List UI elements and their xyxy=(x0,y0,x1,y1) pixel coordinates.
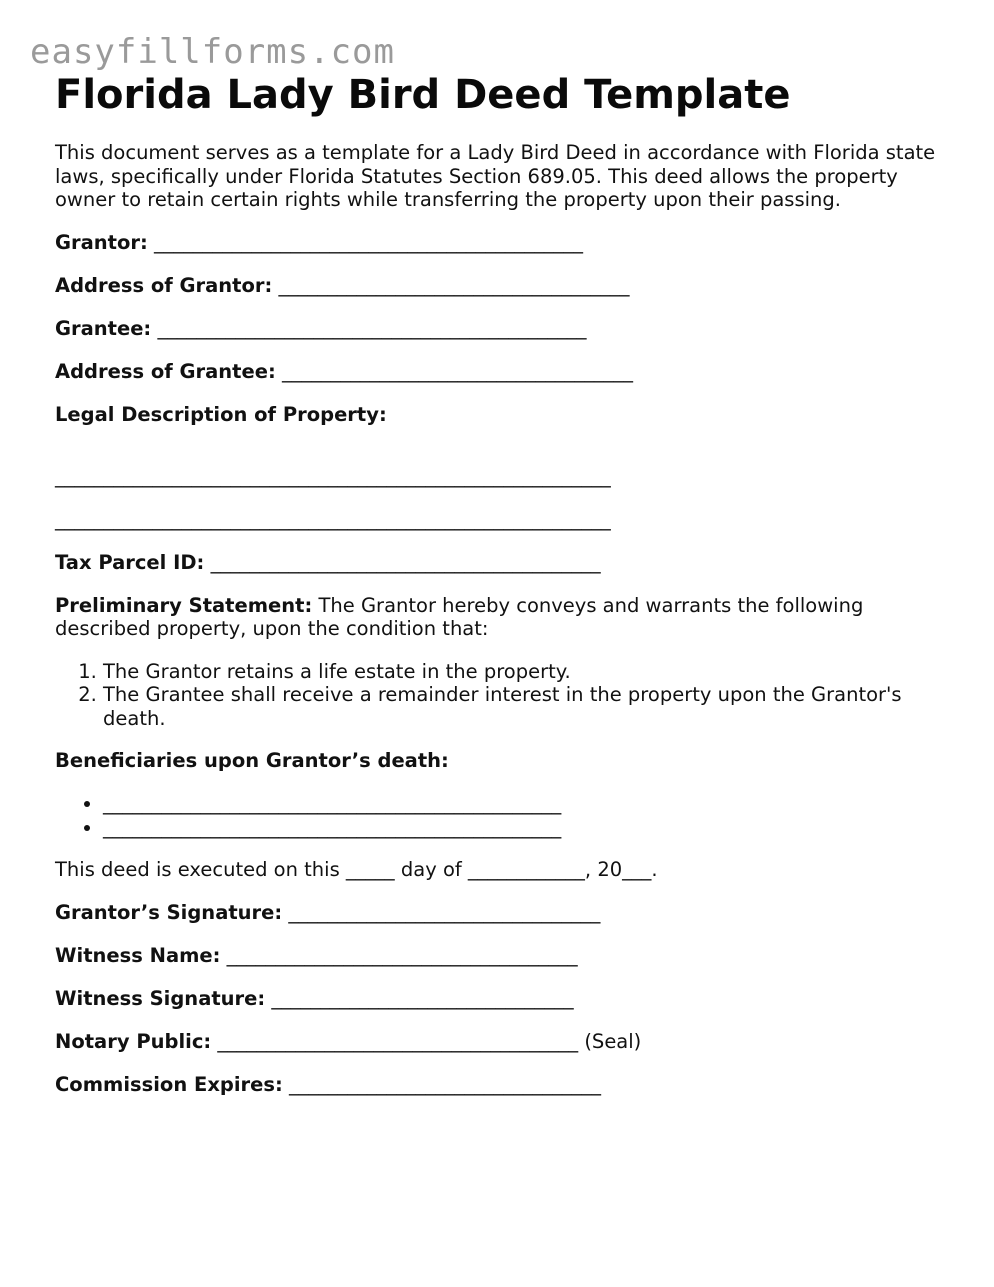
beneficiary-blank[interactable]: • _______________________________________________ xyxy=(103,792,945,816)
commission-expires-blank[interactable]: ________________________________ xyxy=(289,1073,601,1096)
address-of-grantee-field[interactable] xyxy=(55,360,945,384)
condition-item: 1. The Grantor retains a life estate in the property. xyxy=(103,660,945,684)
document-page xyxy=(55,70,945,1097)
witness-signature-label: Witness Signature: xyxy=(55,987,266,1010)
execution-date-line[interactable]: This deed is executed on this _____ day of ____________, 20___. xyxy=(55,858,658,881)
grantor-blank[interactable]: ____________________________________________ xyxy=(154,230,583,254)
legal-description-line-1[interactable]: _________________________________________________________ xyxy=(55,464,611,488)
grantor-field[interactable] xyxy=(55,231,945,255)
beneficiaries-label: Beneficiaries upon Grantor’s death: xyxy=(55,749,449,772)
preliminary-statement xyxy=(55,594,945,641)
beneficiaries-heading xyxy=(55,749,945,773)
grantee-field[interactable] xyxy=(55,317,945,341)
witness-name-field[interactable] xyxy=(55,944,945,968)
legal-description-label: Legal Description of Property: xyxy=(55,402,387,426)
watermark: easyfillforms.com xyxy=(30,32,395,72)
witness-signature-blank[interactable]: _______________________________ xyxy=(271,987,574,1010)
notary-public-label: Notary Public: xyxy=(55,1030,212,1053)
address-of-grantor-blank[interactable]: ____________________________________ xyxy=(278,273,630,297)
address-of-grantee-blank[interactable]: ____________________________________ xyxy=(281,359,633,383)
grantor-signature-label: Grantor’s Signature: xyxy=(55,901,283,924)
witness-signature-field[interactable] xyxy=(55,987,945,1011)
tax-parcel-field[interactable] xyxy=(55,551,945,575)
grantor-signature-field[interactable] xyxy=(55,901,945,925)
intro-paragraph: This document serves as a template for a Lady Bird Deed in accordance with Florida state laws, specifically under Florida Statutes Section 689.05. This deed allows the property owner to retain certain rights while transferring the property upon their passing. xyxy=(55,141,936,211)
legal-description-heading xyxy=(55,403,945,427)
beneficiaries-list xyxy=(55,792,945,839)
seal-note: (Seal) xyxy=(584,1030,642,1053)
witness-name-label: Witness Name: xyxy=(55,944,221,967)
legal-description-line-2[interactable]: _________________________________________________________ xyxy=(55,507,611,531)
grantor-label: Grantor: xyxy=(55,230,148,254)
tax-parcel-blank[interactable]: ________________________________________ xyxy=(210,550,601,574)
preliminary-statement-label: Preliminary Statement: xyxy=(55,593,313,617)
tax-parcel-label: Tax Parcel ID: xyxy=(55,550,205,574)
address-of-grantee-label: Address of Grantee: xyxy=(55,359,276,383)
condition-item: 2. The Grantee shall receive a remainder interest in the property upon the Grantor's death. xyxy=(103,683,945,730)
address-of-grantor-label: Address of Grantor: xyxy=(55,273,273,297)
grantor-signature-blank[interactable]: ________________________________ xyxy=(288,901,601,924)
page-title: Florida Lady Bird Deed Template xyxy=(55,72,791,118)
witness-name-blank[interactable]: ____________________________________ xyxy=(226,944,578,967)
commission-expires-label: Commission Expires: xyxy=(55,1073,283,1096)
conditions-list xyxy=(55,660,945,731)
preliminary-statement-text: The Grantor hereby conveys and warrants the following described property, upon the condition that: xyxy=(55,593,864,640)
commission-expires-field[interactable] xyxy=(55,1073,945,1097)
address-of-grantor-field[interactable] xyxy=(55,274,945,298)
grantee-label: Grantee: xyxy=(55,316,152,340)
beneficiary-blank[interactable]: • _______________________________________________ xyxy=(103,816,945,840)
notary-public-field[interactable] xyxy=(55,1030,945,1054)
grantee-blank[interactable]: ____________________________________________ xyxy=(157,316,587,340)
notary-public-blank[interactable]: _____________________________________ xyxy=(217,1030,579,1053)
